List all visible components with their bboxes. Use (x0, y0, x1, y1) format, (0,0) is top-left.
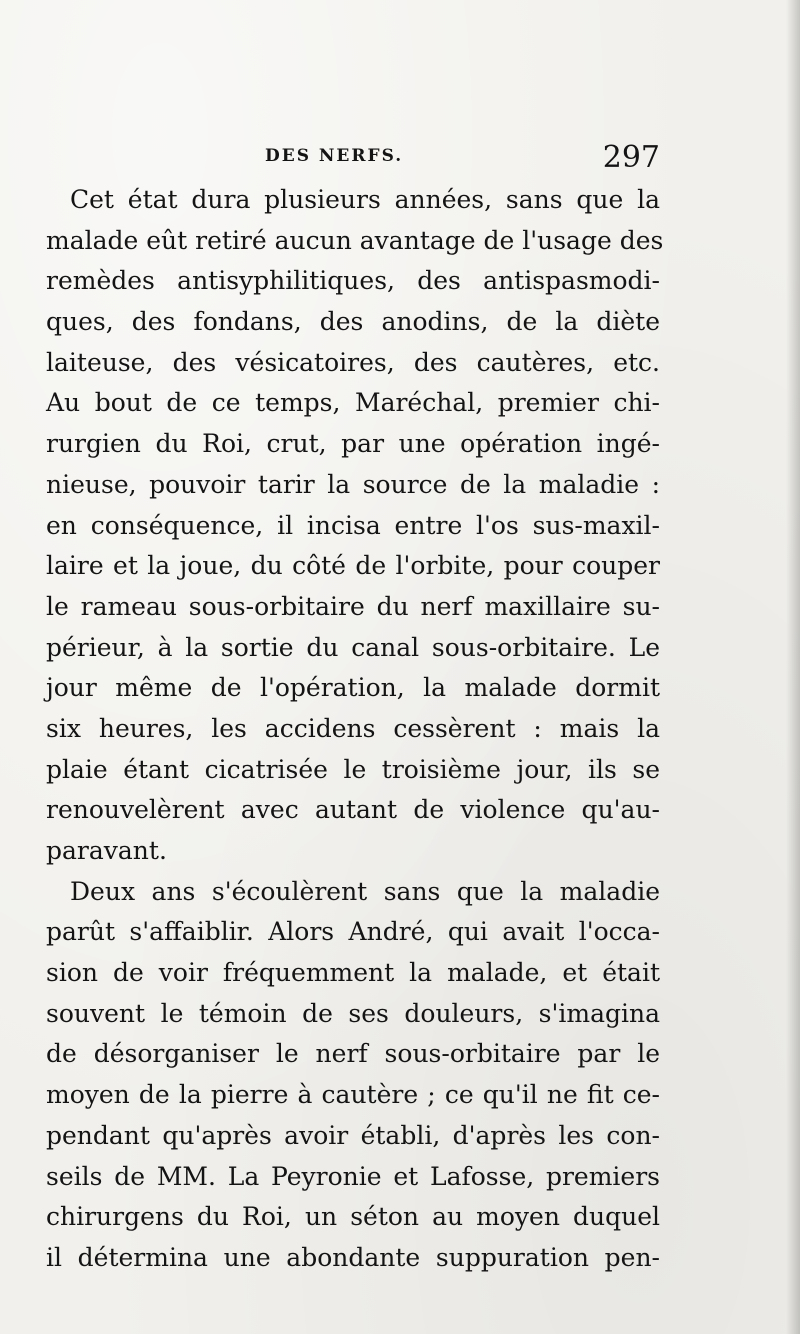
text-line: en conséquence, il incisa entre l'os sus-maxil- (46, 510, 660, 540)
text-line: remèdes antisyphilitiques, des antispasmodi- (46, 266, 660, 296)
text-line: pendant qu'après avoir établi, d'après les con- (46, 1120, 660, 1150)
body-text (46, 180, 664, 1279)
text-line: jour même de l'opération, la malade dormit (46, 673, 660, 703)
text-line: malade eût retiré aucun avantage de l'usage des (46, 225, 664, 255)
text-line: moyen de la pierre à cautère ; ce qu'il ne fit ce- (46, 1080, 660, 1110)
text-line: parût s'affaiblir. Alors André, qui avait l'occa- (46, 917, 660, 947)
text-line: Deux ans s'écoulèrent sans que la maladie (70, 876, 660, 906)
text-line: chirurgens du Roi, un séton au moyen duquel (46, 1202, 660, 1232)
text-line: seils de MM. La Peyronie et Lafosse, premiers (46, 1161, 660, 1191)
text-line: six heures, les accidens cessèrent : mais la (46, 713, 660, 743)
paragraph-2 (46, 872, 660, 1279)
text-line: laiteuse, des vésicatoires, des cautères, etc. (46, 347, 660, 377)
text-line: nieuse, pouvoir tarir la source de la maladie : (46, 469, 660, 499)
page-number: 297 (602, 140, 660, 175)
text-line: il détermina une abondante suppuration pen- (46, 1242, 660, 1272)
text-line: sion de voir fréquemment la malade, et était (46, 958, 660, 988)
text-line: périeur, à la sortie du canal sous-orbitaire. Le (46, 632, 660, 662)
running-head: DES NERFS. (265, 146, 404, 166)
page-header (60, 140, 660, 180)
paragraph-1 (46, 180, 664, 872)
text-line: laire et la joue, du côté de l'orbite, pour couper (46, 551, 660, 581)
text-line: le rameau sous-orbitaire du nerf maxillaire su- (46, 591, 660, 621)
page-edge-shadow (786, 0, 800, 1334)
text-line: Cet état dura plusieurs années, sans que la (70, 185, 660, 214)
text-line: souvent le témoin de ses douleurs, s'imagina (46, 998, 660, 1028)
text-line: de désorganiser le nerf sous-orbitaire par le (46, 1039, 660, 1069)
text-line: rurgien du Roi, crut, par une opération ingé- (46, 429, 660, 459)
text-line: renouvelèrent avec autant de violence qu'au- (46, 795, 660, 825)
text-line: paravant. (46, 836, 167, 865)
text-line: ques, des fondans, des anodins, de la diète (46, 307, 660, 337)
text-line: plaie étant cicatrisée le troisième jour, ils se (46, 754, 660, 784)
text-line: Au bout de ce temps, Maréchal, premier chi- (46, 388, 660, 418)
